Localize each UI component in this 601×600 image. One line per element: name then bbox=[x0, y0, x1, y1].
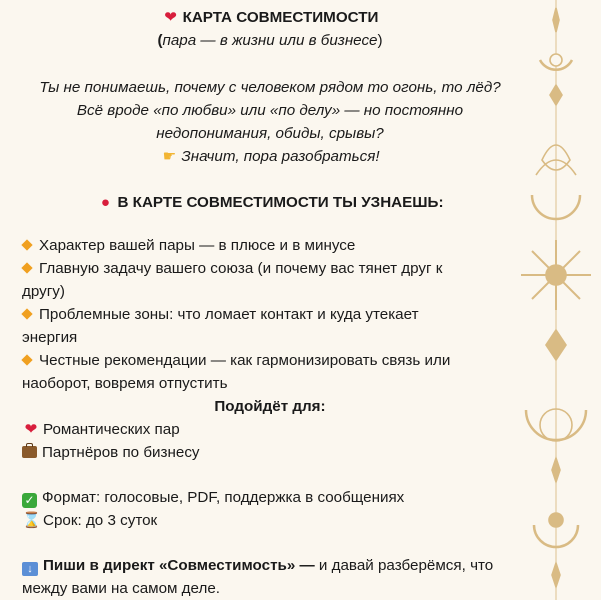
inbox-icon: ↓ bbox=[22, 562, 38, 576]
intro-cta-text: Значит, пора разобраться! bbox=[181, 148, 380, 165]
list-item bbox=[18, 349, 450, 372]
title-text: КАРТА СОВМЕСТИМОСТИ bbox=[182, 9, 379, 26]
list-item-continued: энергия bbox=[22, 329, 78, 346]
list-item bbox=[18, 257, 442, 280]
suits-heading: Подойдёт для: bbox=[214, 398, 326, 415]
footer-cta-rest: и давай разберёмся, что bbox=[314, 557, 494, 574]
term-text: Срок: до 3 суток bbox=[43, 512, 158, 529]
intro-line-1: Ты не понимаешь, почему с человеком рядом то огонь, то лёд? bbox=[39, 79, 501, 96]
subtitle-close: ) bbox=[377, 32, 383, 49]
pointing-hand-icon: ☛ bbox=[162, 148, 177, 165]
hourglass-icon: ⌛ bbox=[22, 512, 41, 529]
list-item-text: Главную задачу вашего союза (и почему вас тянет друг к bbox=[39, 260, 443, 277]
list-item bbox=[18, 234, 355, 257]
intro-line-3: недопонимания, обиды, срывы? bbox=[156, 125, 384, 142]
page-title bbox=[0, 6, 540, 29]
footer-cta-bold: Пиши в директ «Совместимость» — bbox=[43, 557, 315, 574]
briefcase-icon bbox=[22, 446, 37, 458]
term-line bbox=[22, 509, 157, 532]
list-item bbox=[22, 441, 200, 464]
list-item-text: Проблемные зоны: что ломает контакт и куда утекает bbox=[39, 306, 419, 323]
list-item-text: Характер вашей пары — в плюсе и в минусе bbox=[39, 237, 356, 254]
orange-diamond-icon bbox=[21, 308, 32, 319]
footer-cta bbox=[22, 554, 493, 577]
subtitle-text: пара — в жизни или в бизнесе bbox=[162, 32, 378, 49]
check-mark-icon: ✓ bbox=[22, 493, 37, 508]
learn-heading-text: В КАРТЕ СОВМЕСТИМОСТИ ТЫ УЗНАЕШЬ: bbox=[117, 194, 444, 211]
list-item bbox=[18, 303, 419, 326]
list-item-continued: другу) bbox=[22, 283, 65, 300]
pin-icon: ● bbox=[100, 194, 111, 211]
format-line bbox=[22, 486, 404, 509]
list-item-text: Романтических пар bbox=[43, 421, 180, 438]
learn-heading bbox=[0, 191, 540, 214]
subtitle bbox=[0, 29, 540, 52]
list-item-text: Честные рекомендации — как гармонизировать связь или bbox=[39, 352, 451, 369]
orange-diamond-icon bbox=[21, 262, 32, 273]
footer-cta-line-2: между вами на самом деле. bbox=[22, 580, 221, 597]
intro-line-2: Всё вроде «по любви» или «по делу» — но постоянно bbox=[76, 102, 464, 119]
celestial-ornament bbox=[512, 0, 601, 600]
list-item bbox=[22, 418, 180, 441]
orange-diamond-icon bbox=[21, 354, 32, 365]
subtitle-open: ( bbox=[157, 32, 163, 49]
format-text: Формат: голосовые, PDF, поддержка в сообщениях bbox=[42, 489, 405, 506]
orange-diamond-icon bbox=[21, 239, 32, 250]
broken-heart-icon: ❤ bbox=[164, 9, 177, 26]
intro-cta bbox=[0, 145, 540, 168]
red-heart-icon: ❤ bbox=[24, 421, 38, 438]
list-item-continued: наоборот, вовремя отпустить bbox=[22, 375, 228, 392]
list-item-text: Партнёров по бизнесу bbox=[42, 444, 200, 461]
